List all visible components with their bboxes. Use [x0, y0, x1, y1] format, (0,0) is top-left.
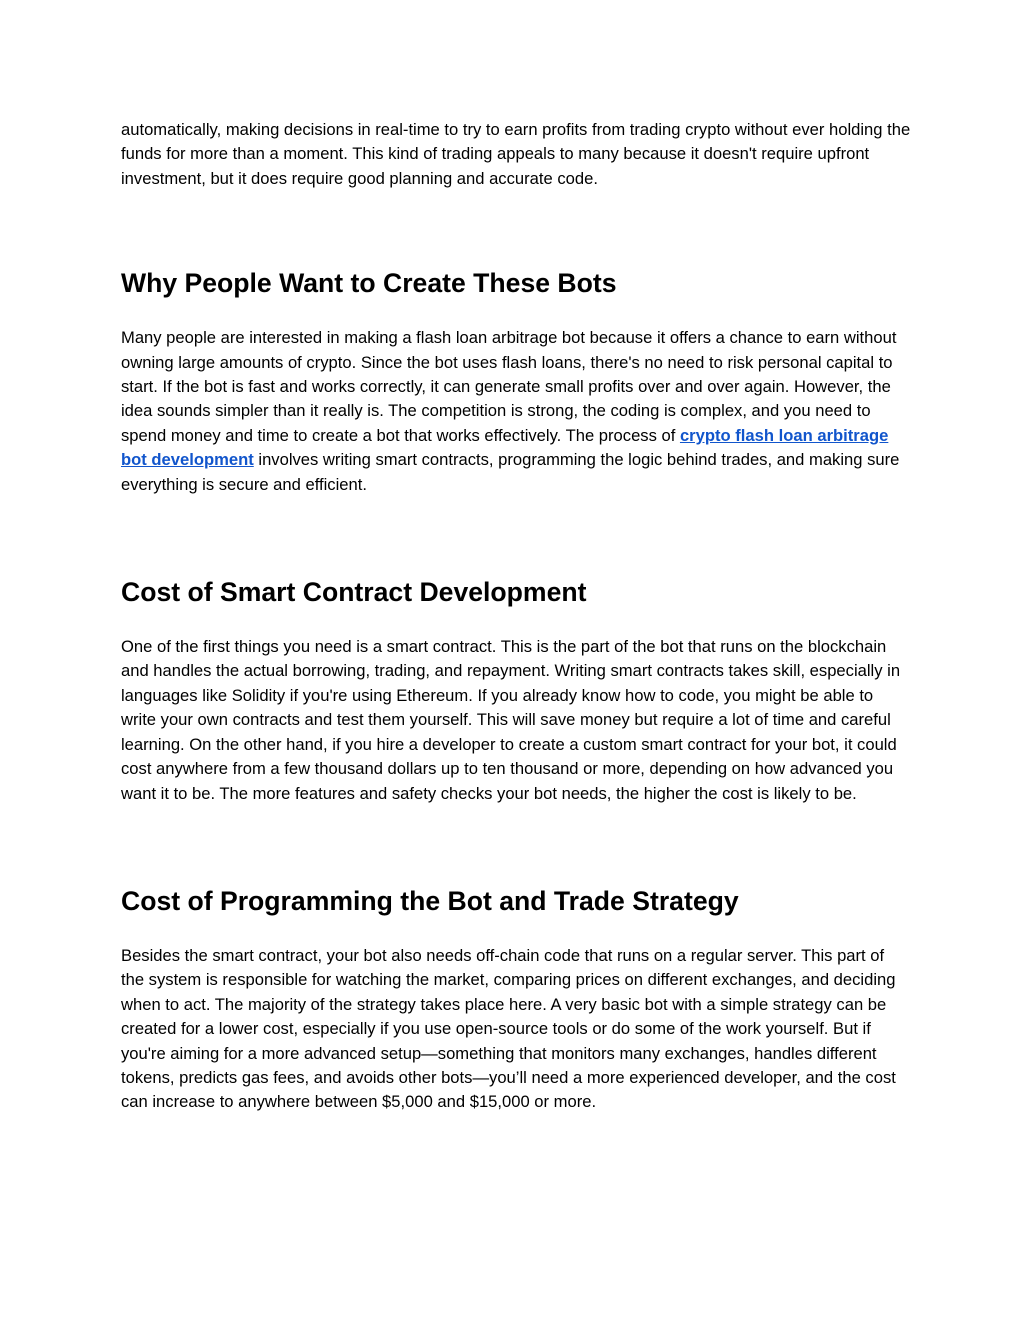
- arbitrage-bot-development-link[interactable]: crypto flash loan arbitrage bot development: [121, 425, 889, 470]
- body-text-before-link: Many people are interested in making a flash loan arbitrage bot because it offers a chance to earn without owning large amounts of crypto. Since the bot uses flash loans, there's no need to risk personal capital to start. If the bot is fast and works correctly, it can generate small profits over and over again. However, the idea sounds simpler than it really is. The competition is strong, the coding is complex, and you need to spend money and time to create a bot that works effectively. The process of: [121, 328, 897, 445]
- section-body-smart-contract-cost: One of the first things you need is a smart contract. This is the part of the bot that runs on the blockchain and handles the actual borrowing, trading, and repayment. Writing smart contracts takes skill, especially in languages like Solidity if you're using Ethereum. If you already know how to code, you might be able to write your own contracts and test them yourself. This will save money but require a lot of time and careful learning. On the other hand, if you hire a developer to create a custom smart contract for your bot, it could cost anywhere from a few thousand dollars up to ten thousand or more, depending on how advanced you want it to be. The more features and safety checks your bot needs, the higher the cost is likely to be.: [121, 637, 901, 803]
- section-title-programming-cost: Cost of Programming the Bot and Trade Strategy: [121, 885, 739, 916]
- section-body-programming-cost: Besides the smart contract, your bot also needs off-chain code that runs on a regular server. This part of the system is responsible for watching the market, comparing prices on different exchanges, and deciding when to act. The majority of the strategy takes place here. A very basic bot with a simple strategy can be created for a lower cost, especially if you use open-source tools or do some of the work yourself. But if you're aiming for a more advanced setup—something that monitors many exchanges, handles different tokens, predicts gas fees, and avoids other bots—you’ll need a more experienced developer, and the cost can increase to anywhere between $5,000 and $15,000 or more.: [121, 945, 896, 1112]
- section-title-smart-contract-cost: Cost of Smart Contract Development: [121, 577, 587, 608]
- document-page: [121, 118, 911, 1115]
- body-text-after-link: involves writing smart contracts, programming the logic behind trades, and making sure everything is secure and efficient.: [121, 450, 900, 494]
- intro-paragraph: automatically, making decisions in real-time to try to earn profits from trading crypto without ever holding the funds for more than a moment. This kind of trading appeals to many because it doesn't require upfront investment, but it does require good planning and accurate code.: [121, 120, 911, 188]
- section-body-why-create: [121, 326, 911, 497]
- section-title-why-create: Why People Want to Create These Bots: [121, 268, 617, 299]
